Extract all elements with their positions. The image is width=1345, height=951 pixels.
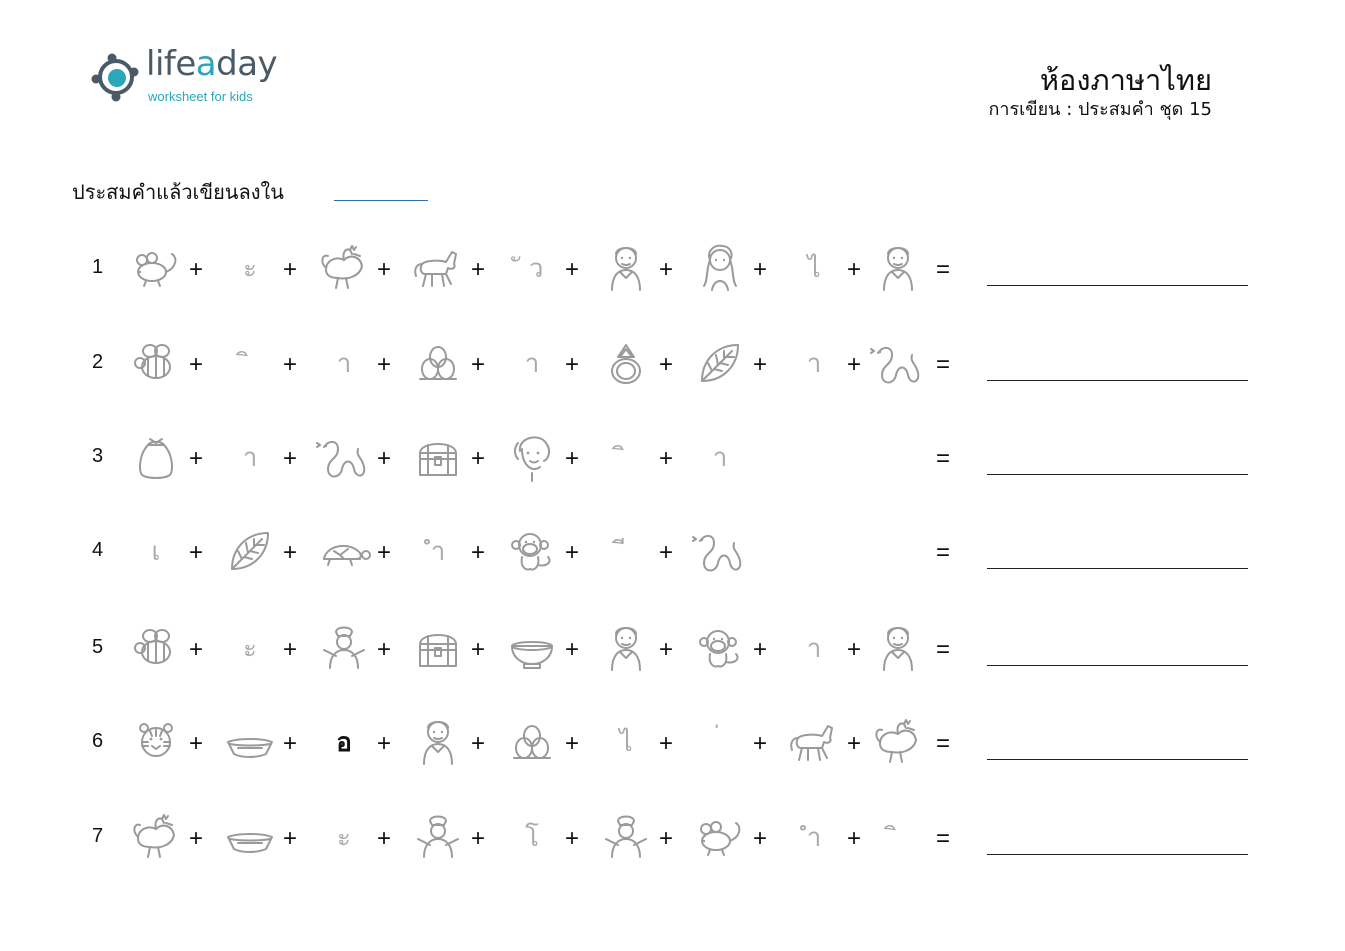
woman-face-icon [504,429,560,485]
bowl-icon [504,620,560,676]
bee-icon [128,620,184,676]
equals-sign: = [936,825,951,852]
treasure-chest-icon [410,620,466,676]
mouse-icon [692,809,748,865]
plus-sign: + [188,445,203,472]
turtle-icon [316,523,372,579]
exercise-row [0,620,1345,680]
exercise-number: 4 [92,539,104,561]
thai-vowel-glyph: อ [336,727,352,758]
plus-sign: + [282,351,297,378]
plus-sign: + [564,351,579,378]
bee-icon [128,335,184,391]
leaf-icon [222,523,278,579]
elder-woman-icon [870,620,926,676]
plus-sign: + [564,256,579,283]
answer-line[interactable] [987,380,1248,381]
girl-icon [692,240,748,296]
lifeaday-logo [90,44,310,112]
equals-sign: = [936,445,951,472]
plus-sign: + [376,636,391,663]
exercise-row [0,429,1345,489]
plus-sign: + [376,256,391,283]
plus-sign: + [752,351,767,378]
answer-line[interactable] [987,568,1248,569]
plus-sign: + [188,351,203,378]
thai-vowel-glyph: า [336,348,352,379]
plus-sign: + [846,636,861,663]
plus-sign: + [376,730,391,757]
plus-sign: + [752,730,767,757]
snake-icon [870,335,926,391]
exercise-number: 1 [92,256,104,278]
thai-vowel-glyph [222,335,278,391]
thai-vowel-glyph [598,523,654,579]
dancer-icon [316,620,372,676]
plus-sign: + [564,445,579,472]
elder-woman-icon [410,714,466,770]
horse-icon [786,714,842,770]
horse-icon [410,240,466,296]
plus-sign: + [470,730,485,757]
plus-sign: + [470,445,485,472]
thai-vowel-glyph [692,714,748,770]
monkey-icon [504,523,560,579]
thai-vowel-glyph: า [712,442,728,473]
thai-vowel-glyph: า [524,348,540,379]
plus-sign: + [282,636,297,663]
plus-sign: + [846,351,861,378]
rooster-icon [870,714,926,770]
instruction-text: ประสมคำแล้วเขียนลงใน [72,180,284,204]
plus-sign: + [470,351,485,378]
exercise-row [0,809,1345,869]
plus-sign: + [282,445,297,472]
monkey-icon [692,620,748,676]
plus-sign: + [564,825,579,852]
ring-icon [598,335,654,391]
eggs-icon [504,714,560,770]
equals-sign: = [936,351,951,378]
plus-sign: + [658,825,673,852]
elder-woman-icon [870,240,926,296]
elder-woman-icon [598,240,654,296]
plus-sign: + [470,636,485,663]
equals-sign: = [936,636,951,663]
thai-vowel-glyph: า [242,442,258,473]
plus-sign: + [376,445,391,472]
plus-sign: + [376,825,391,852]
exercise-row [0,523,1345,583]
thai-vowel-glyph: า [806,633,822,664]
exercise-number: 7 [92,825,104,847]
plus-sign: + [658,351,673,378]
plus-sign: + [846,256,861,283]
snake-icon [692,523,748,579]
page-title: ห้องภาษาไทย [1039,63,1212,97]
plus-sign: + [188,825,203,852]
plus-sign: + [282,825,297,852]
exercise-row [0,335,1345,395]
equals-sign: = [936,730,951,757]
plus-sign: + [376,351,391,378]
thai-vowel-glyph: า [806,348,822,379]
plus-sign: + [658,256,673,283]
dancer-icon [598,809,654,865]
plus-sign: + [564,730,579,757]
plus-sign: + [376,539,391,566]
thai-vowel-glyph [870,809,926,865]
plus-sign: + [470,256,485,283]
plus-sign: + [470,825,485,852]
thai-vowel-glyph: ะ [243,253,257,284]
plus-sign: + [658,730,673,757]
answer-line[interactable] [987,759,1248,760]
answer-line[interactable] [987,285,1248,286]
tiger-icon [128,714,184,770]
plus-sign: + [752,825,767,852]
plus-sign: + [658,636,673,663]
plus-sign: + [658,539,673,566]
plus-sign: + [188,636,203,663]
page-subtitle: การเขียน : ประสมคำ ชุด 15 [988,99,1212,120]
equals-sign: = [936,256,951,283]
boat-icon [222,809,278,865]
plus-sign: + [752,256,767,283]
plus-sign: + [282,730,297,757]
thai-vowel-glyph: ำ [806,822,822,853]
title-block [988,62,1212,122]
thai-vowel-glyph: ั ว [520,253,544,284]
exercise-number: 5 [92,636,104,658]
exercise-row [0,240,1345,300]
exercise-row [0,714,1345,774]
plus-sign: + [752,636,767,663]
plus-sign: + [188,730,203,757]
plus-sign: + [188,256,203,283]
logo-mark-icon [90,50,144,104]
rooster-icon [316,240,372,296]
treasure-chest-icon [410,429,466,485]
instruction-blank-line [334,200,428,201]
plus-sign: + [188,539,203,566]
equals-sign: = [936,539,951,566]
answer-line[interactable] [987,854,1248,855]
brand-tagline: worksheet for kids [148,89,253,104]
thai-vowel-glyph: ำ [430,536,446,567]
brand-name: lifeaday [146,44,278,84]
dancer-icon [410,809,466,865]
mouse-icon [128,240,184,296]
thai-vowel-glyph: เ [151,536,161,567]
exercise-number: 3 [92,445,104,467]
answer-line[interactable] [987,665,1248,666]
exercise-number: 2 [92,351,104,373]
thai-vowel-glyph: โ [525,822,539,853]
plus-sign: + [564,539,579,566]
plus-sign: + [846,825,861,852]
thai-vowel-glyph: ะ [337,822,351,853]
boat-icon [222,714,278,770]
sack-icon [128,429,184,485]
thai-vowel-glyph [598,429,654,485]
snake-icon [316,429,372,485]
thai-vowel-glyph: ะ [243,633,257,664]
plus-sign: + [564,636,579,663]
plus-sign: + [658,445,673,472]
plus-sign: + [282,539,297,566]
leaf-icon [692,335,748,391]
thai-vowel-glyph: ไ [619,727,633,758]
plus-sign: + [846,730,861,757]
plus-sign: + [470,539,485,566]
plus-sign: + [282,256,297,283]
exercise-number: 6 [92,730,104,752]
thai-vowel-glyph: ไ [807,253,821,284]
eggs-icon [410,335,466,391]
elder-woman-icon [598,620,654,676]
answer-line[interactable] [987,474,1248,475]
rooster-icon [128,809,184,865]
